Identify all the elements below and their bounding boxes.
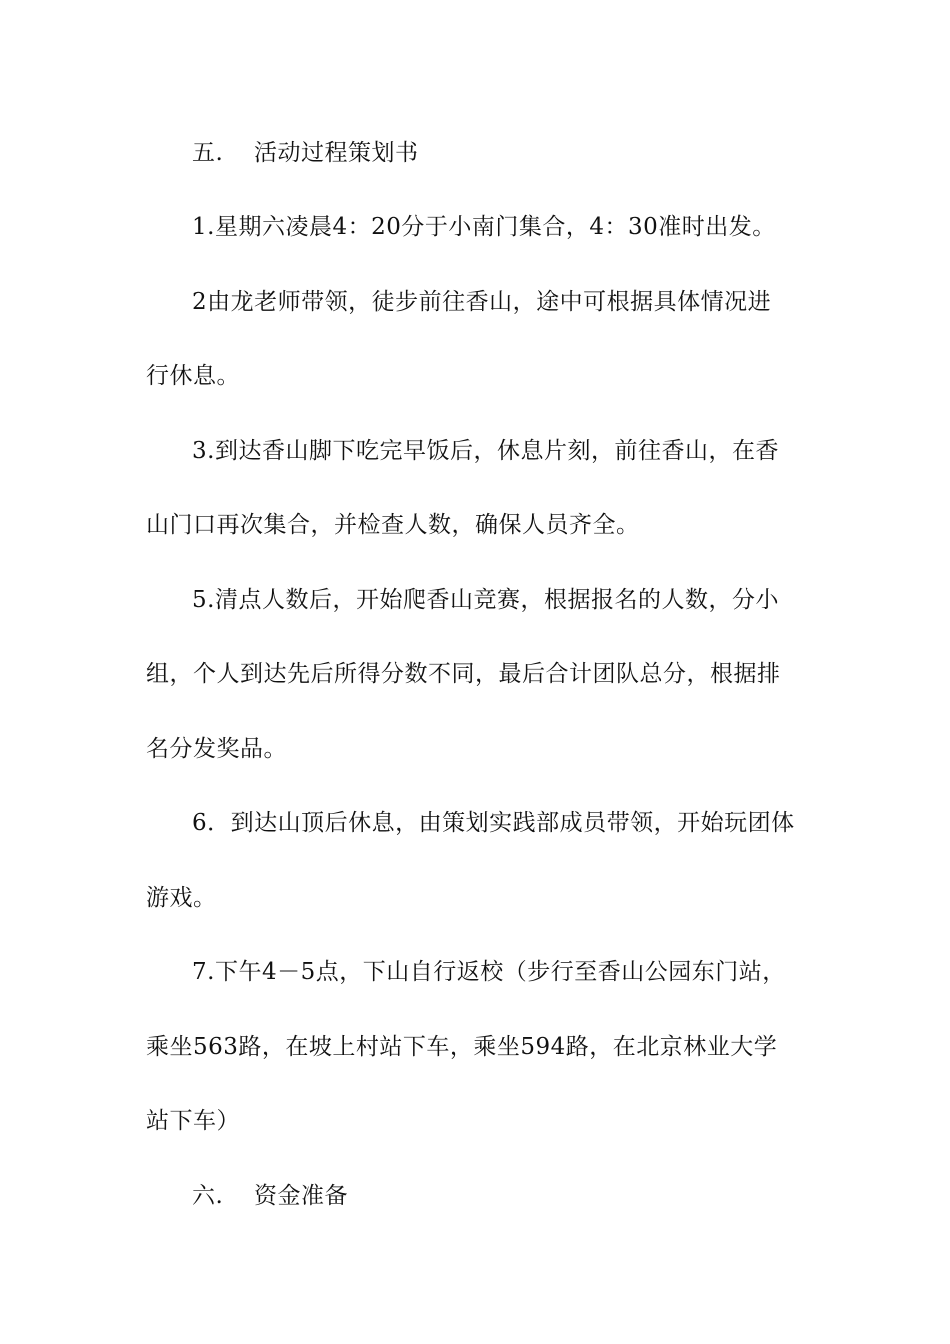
paragraph-line: 5.清点人数后，开始爬香山竞赛，根据报名的人数，分小	[192, 587, 779, 613]
paragraph-line: 6．到达山顶后休息，由策划实践部成员带领，开始玩团体	[192, 810, 795, 836]
paragraph-line: 3.到达香山脚下吃完早饭后，休息片刻，前往香山，在香	[192, 438, 779, 464]
section-title: 资金准备	[254, 1183, 348, 1209]
paragraph-line: 乘坐563路，在坡上村站下车，乘坐594路，在北京林业大学	[146, 1034, 778, 1060]
section-title: 活动过程策划书	[254, 140, 419, 166]
paragraph-line: 名分发奖品。	[146, 736, 287, 762]
paragraph-line: 组，个人到达先后所得分数不同，最后合计团队总分，根据排	[146, 661, 781, 687]
section-heading-five	[192, 138, 872, 168]
section-heading-six	[192, 1181, 872, 1211]
paragraph-line: 7.下午4－5点，下山自行返校（步行至香山公园东门站，	[192, 959, 786, 985]
paragraph-line: 游戏。	[146, 885, 217, 911]
paragraph-line: 2由龙老师带领，徒步前往香山，途中可根据具体情况进	[192, 289, 772, 315]
paragraph-line: 行休息。	[146, 363, 240, 389]
section-number: 五.	[192, 140, 224, 166]
paragraph-line: 1.星期六凌晨4：20分于小南门集合，4：30准时出发。	[192, 214, 776, 240]
section-number: 六.	[192, 1183, 224, 1209]
paragraph-line: 站下车）	[146, 1108, 240, 1134]
paragraph-line: 山门口再次集合，并检查人数，确保人员齐全。	[146, 512, 640, 538]
